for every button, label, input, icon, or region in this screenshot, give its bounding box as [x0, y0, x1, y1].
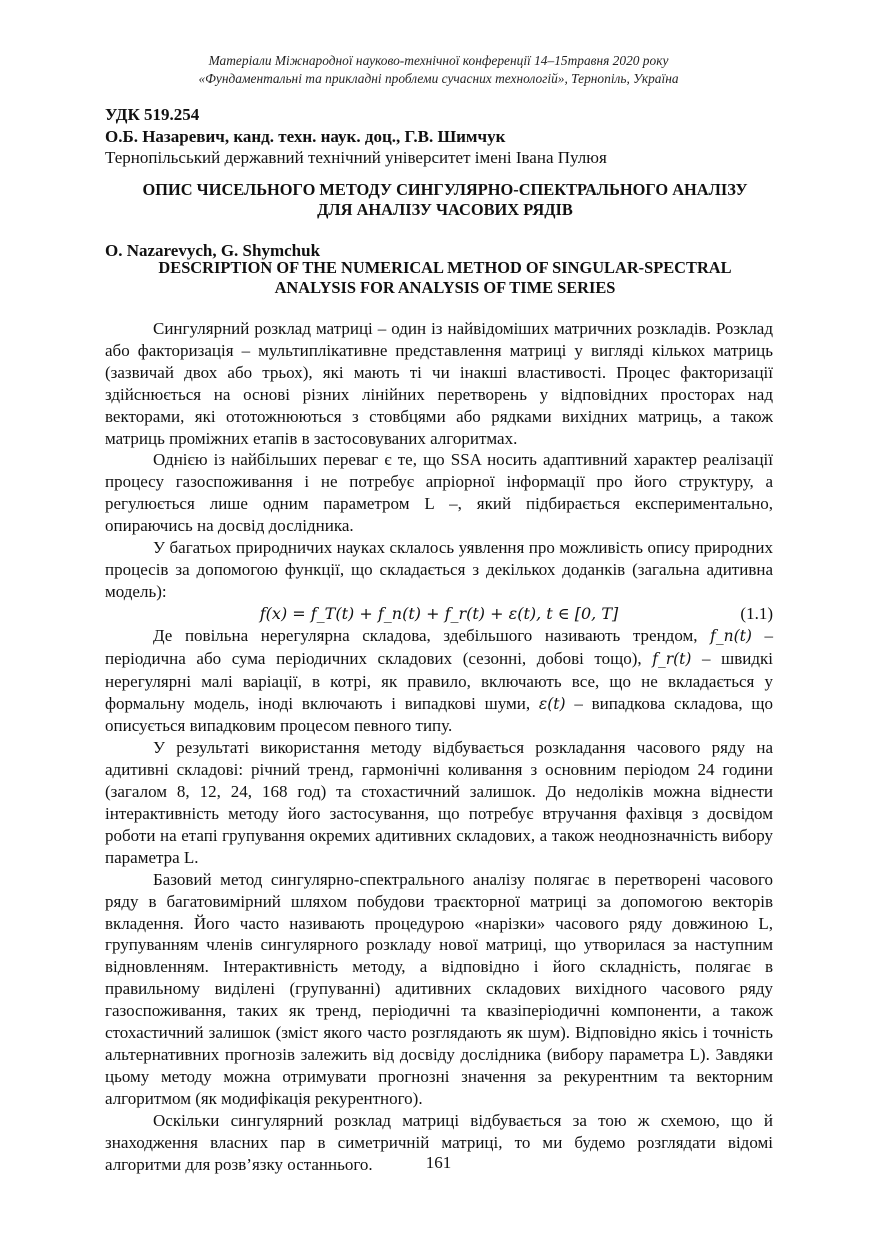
title-ukrainian-line-2: ДЛЯ АНАЛІЗУ ЧАСОВИХ РЯДІВ [317, 200, 573, 219]
udk-code: УДК 519.254 [105, 105, 200, 124]
title-english-line-1: DESCRIPTION OF THE NUMERICAL METHOD OF SINGULAR-SPECTRAL [158, 258, 732, 277]
conference-header-line-1: Матеріали Міжнародної науково-технічної конференції 14–15травня 2020 року [208, 53, 669, 68]
paragraph-6: Базовий метод сингулярно-спектрального аналізу полягає в перетворені часового ряду в багатовимірний шляхом побудови траєкторної матриці за допомогою векторів вкладення. Його часто називають процедурою «нарізки» часового ряду довжиною L, групуванням членів сингулярного розкладу нової матриці, що утворилася за наступним відновленням. Інтерактивність методу, а відповідно і його складність, полягає в правильному виділені (групуванні) адитивних складових вихідного часового ряду газоспоживання, таких як тренд, періодичні та квазіперіодичні компоненти, а також стохастичний залишок (зміст якого часто розглядають як шум). Відповідно якісь і точність альтернативних прогнозів залежить від досвіду дослідника (вибору параметра L). Завдяки цьому методу можна отримувати прогнозні значення за рекурентним та векторним алгоритмом (як модифікація рекурентного). [105, 869, 773, 1108]
equation-formula: f(x) = f_T(t) + f_n(t) + f_r(t) + ε(t), t ∈ [0, T] [259, 603, 619, 623]
paragraph-1: Сингулярний розклад матриці – один із найвідоміших матричних розкладів. Розклад або факторизація – мультиплікативне представлення матриці у вигляді кількох матриць (зазвичай двох або трьох), які мають ті чи інакші властивості. Процес факторизації здійснюється на основі різних лінійних перетворень у відповідних просторах над векторами, які ототожнюються з стовбцями або рядками вихідних матриць, а також матриць проміжних етапів в застосовуваних алгоритмах. [105, 319, 773, 448]
paragraph-3: У багатьох природничих науках склалось уявлення про можливість опису природних процесів за допомогою функції, що складається з декількох доданків (загальна адитивна модель): [105, 538, 773, 601]
conference-header [60, 52, 817, 88]
math-fn-t: f_n(t) [710, 626, 752, 645]
equation-number: (1.1) [740, 603, 773, 623]
authors-english: O. Nazarevych, G. Shymchuk [105, 241, 321, 260]
math-epsilon-t: ε(t) [538, 694, 566, 713]
title-ukrainian [105, 180, 785, 220]
title-english [105, 258, 785, 298]
paragraph-4-text-3: – швидкі нерегулярні малі варіації, в котрі, як правило, включають все, що не вкладається у формальну модель, іноді включають і випадкові шуми, [105, 648, 773, 713]
paragraph-4-text-1: Де повільна нерегулярна складова, здебільшого називають трендом, [153, 625, 698, 645]
paragraph-5: У результаті використання методу відбувається розкладання часового ряду на адитивні складові: річний тренд, гармонічні коливання з основним періодом 24 години (загалом 8, 12, 24, 168 год) та стохастичний залишок. До недоліків можна віднести інтерактивність методу його застосування, що потребує втручання фахівця з досвідом роботи на етапі групування окремих адитивних складових, а також неоднозначність вибору параметра L. [105, 738, 773, 867]
math-fr-t: f_r(t) [652, 649, 692, 668]
paragraph-4 [105, 625, 773, 738]
equation-1-1 [105, 603, 773, 625]
title-english-line-2: ANALYSIS FOR ANALYSIS OF TIME SERIES [274, 278, 616, 297]
paragraph-7: Оскільки сингулярний розклад матриці відбувається за тою ж схемою, що й знаходження власних пар в симетричній матриці, то ми будемо розглядати відомі алгоритми для розв’язку останнього. [105, 1110, 773, 1174]
conference-header-line-2: «Фундаментальні та прикладні проблеми сучасних технологій», Тернопіль, Україна [198, 71, 679, 86]
affiliation: Тернопільський державний технічний університет імені Івана Пулюя [105, 148, 607, 167]
paragraph-4-text-2: – періодична або сума періодичних складових (сезонні, добові тощо), [105, 625, 773, 668]
paragraph-4-text-4: – випадкова складова, що описується випадковим процесом певного типу. [105, 693, 773, 736]
body-text [105, 318, 773, 1175]
authors-ua: О.Б. Назаревич, канд. техн. наук. доц., Г.В. Шимчук [105, 126, 506, 146]
paragraph-2: Однією із найбільших переваг є те, що SSA носить адаптивний характер реалізації процесу газоспоживання і не потребує апріорної інформації про його структуру, а регулюється лише одним параметром L –, який підбирається експериментально, опираючись на досвід дослідника. [105, 450, 773, 536]
page-number: 161 [425, 1153, 452, 1172]
title-ukrainian-line-1: ОПИС ЧИСЕЛЬНОГО МЕТОДУ СИНГУЛЯРНО-СПЕКТРАЛЬНОГО АНАЛІЗУ [142, 180, 748, 199]
paper-meta [105, 104, 785, 169]
